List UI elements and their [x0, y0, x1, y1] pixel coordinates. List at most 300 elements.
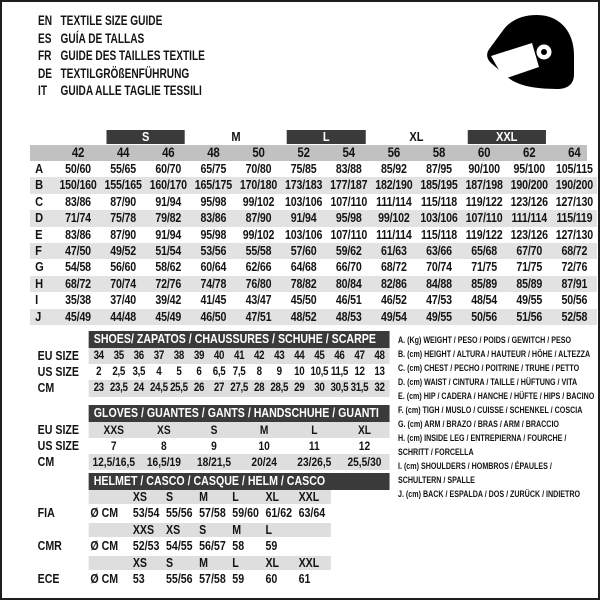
- helmet-value: 61/62: [265, 506, 293, 521]
- measure-value: 83/86: [65, 194, 91, 209]
- helmet-size: XXS: [132, 523, 155, 538]
- legend-item: E. (cm) HIP / CADERA / HANCHE / HÜFTE / HIPS / BACINO: [398, 391, 595, 402]
- helmet-size: L: [232, 556, 239, 571]
- measure-value: 78/82: [290, 276, 317, 291]
- measure-value: 46/51: [335, 293, 362, 308]
- racing-helmet-icon: [478, 10, 582, 106]
- shoes-table: [30, 348, 404, 397]
- measure-value: 160/170: [149, 178, 187, 193]
- cell-value: 11,5: [330, 366, 348, 379]
- measure-value: 39/42: [155, 293, 182, 308]
- helmet-value: 63/64: [298, 506, 326, 521]
- cell-value: 9: [211, 438, 217, 453]
- size-number: 50: [252, 145, 265, 160]
- cell-value: 28: [254, 382, 265, 395]
- legend-item: A. (Kg) WEIGHT / PESO / POIDS / GEWITCH / PESO: [398, 335, 571, 346]
- row-label: [30, 523, 89, 537]
- measure-value: 87/91: [561, 276, 588, 291]
- helmet-value-row: [30, 504, 404, 523]
- cell-value: 38: [173, 350, 185, 362]
- measure-value: 70/74: [426, 260, 452, 275]
- measure-value: 84/88: [426, 276, 452, 291]
- cell-value: 48: [374, 350, 385, 362]
- cell-value: 5: [176, 366, 182, 379]
- measure-value: 111/114: [511, 211, 547, 226]
- cell-value: 16,5/19: [146, 454, 181, 469]
- row-label: EU SIZE: [37, 422, 79, 437]
- cell-value: 23/26,5: [297, 454, 332, 469]
- helmet-value: 56/57: [199, 539, 226, 554]
- size-number: 60: [477, 145, 491, 160]
- textile-size-table: [30, 130, 597, 325]
- measure-value: 123/126: [510, 194, 548, 209]
- row-letter: J: [35, 308, 42, 324]
- legend-item: F. (cm) TIGH / MUSLO / CUISSE / SCHENKEL / COSCIA: [398, 405, 583, 416]
- measure-value: 83/86: [65, 227, 91, 242]
- row-values: [89, 380, 390, 396]
- size-number: 52: [297, 145, 310, 160]
- cell-value: 47: [354, 350, 365, 362]
- cell-value: 32: [374, 382, 385, 395]
- guide-title: GUIDA ALLE TAGLIE TESSILI: [60, 83, 202, 98]
- cell-value: S: [210, 422, 218, 437]
- helmet-value: 59: [232, 572, 245, 587]
- measure-value: 123/126: [510, 227, 548, 242]
- measure-value: 173/183: [285, 178, 323, 193]
- measure-value: 72/76: [155, 276, 182, 291]
- size-number: 44: [116, 145, 130, 160]
- measure-value: 127/130: [555, 227, 593, 242]
- measure-value: 170/180: [239, 178, 278, 193]
- helmet-size: M: [199, 556, 209, 571]
- language-row: [38, 12, 205, 30]
- cell-value: 12: [354, 366, 365, 379]
- guide-title: TEXTILGRÖßENFÜHRUNG: [60, 65, 190, 81]
- measure-value: 47/50: [65, 243, 91, 258]
- cell-value: 43: [274, 350, 285, 362]
- size-group-xl: XL: [409, 129, 424, 144]
- cell-value: 28,5: [270, 382, 289, 395]
- language-code: ES: [38, 30, 52, 46]
- row-values: [89, 438, 390, 454]
- row-values: [89, 348, 390, 364]
- row-label: CM: [37, 454, 55, 469]
- measure-value: 50/60: [65, 162, 91, 176]
- measure-value: 75/85: [290, 162, 317, 176]
- helmet-value: 52/53: [132, 539, 160, 554]
- measure-value: 87/90: [110, 194, 137, 209]
- cell-value: 37: [153, 350, 164, 362]
- measure-value: 187/198: [465, 178, 503, 193]
- row-letter: D: [35, 210, 44, 226]
- measure-value: 105/115: [556, 162, 593, 176]
- measure-value: 47/53: [426, 293, 452, 308]
- cell-value: 10: [258, 438, 270, 453]
- measure-value: 41/45: [200, 293, 227, 308]
- helmet-size: XL: [265, 490, 280, 505]
- language-title-block: [38, 12, 205, 100]
- cell-value: M: [259, 422, 269, 437]
- sized-row: [30, 438, 404, 454]
- measure-value: 51/54: [155, 243, 182, 258]
- language-row: [38, 30, 205, 48]
- measure-value: 71/75: [471, 260, 498, 275]
- measure-value: 70/74: [110, 276, 137, 291]
- measure-value: 63/66: [426, 243, 452, 258]
- measure-row-h: [30, 276, 597, 292]
- measure-value: 87/95: [426, 162, 452, 176]
- measure-value: 60/70: [155, 162, 182, 176]
- helmet-table: [30, 490, 404, 589]
- accessory-tables: [30, 331, 404, 589]
- measure-value: 65/75: [200, 162, 227, 176]
- measure-row-e: [30, 227, 597, 243]
- guide-title: TEXTILE SIZE GUIDE: [60, 13, 163, 28]
- cell-value: XL: [357, 422, 371, 437]
- sized-row: [30, 454, 404, 470]
- row-letter: G: [35, 259, 44, 275]
- measure-value: 85/89: [471, 276, 498, 291]
- measure-value: 182/190: [375, 178, 413, 193]
- cell-value: 44: [294, 350, 305, 362]
- measure-value: 85/92: [381, 162, 407, 176]
- helmet-value: 55/56: [166, 572, 193, 587]
- helmet-size: S: [199, 523, 207, 538]
- language-row: [38, 82, 205, 100]
- helmet-value-row: [30, 570, 404, 589]
- measure-value: 103/106: [285, 227, 323, 242]
- measure-value: 107/110: [465, 211, 503, 226]
- measure-value: 99/102: [378, 211, 410, 226]
- measure-value: 95/98: [200, 194, 227, 209]
- measure-value: 72/76: [561, 260, 588, 275]
- measure-value: 66/70: [335, 260, 362, 275]
- row-label: CM: [37, 381, 55, 396]
- measure-value: 35/38: [65, 293, 91, 308]
- helmet-size: XXL: [298, 490, 320, 505]
- measure-value: 58/62: [155, 260, 182, 275]
- measure-value: 115/118: [420, 227, 458, 242]
- helmet-value: 55/56: [166, 506, 193, 521]
- shoes-table-title: SHOES/ ZAPATOS / CHAUSSURES / SCHUHE / SCARPE: [89, 331, 390, 348]
- cell-value: 29: [294, 382, 305, 395]
- row-letter: B: [35, 177, 44, 193]
- row-values: [89, 422, 390, 438]
- measure-row-g: [30, 259, 597, 275]
- measure-value: 76/80: [245, 276, 272, 291]
- measure-value: 59/62: [335, 243, 362, 258]
- measure-value: 91/94: [290, 211, 317, 226]
- measure-value: 83/86: [200, 211, 227, 226]
- helmet-size: L: [265, 523, 272, 538]
- language-row: [38, 65, 205, 83]
- helmet-value: [297, 537, 330, 556]
- measure-value: 103/106: [285, 194, 323, 209]
- measure-value: 46/52: [381, 293, 407, 308]
- cell-value: 12,5/16,5: [92, 454, 135, 469]
- helmet-value: 54/55: [166, 539, 193, 554]
- cell-value: 31,5: [350, 382, 369, 395]
- helmet-value: 59/60: [232, 506, 259, 521]
- standard-label: FIA: [37, 506, 55, 521]
- cell-value: XS: [157, 422, 171, 437]
- measure-value: 50/56: [471, 309, 498, 324]
- size-number: 58: [432, 145, 446, 160]
- language-code: DE: [38, 65, 53, 81]
- measure-value: 75/78: [110, 211, 137, 226]
- measure-value: 51/56: [516, 309, 543, 324]
- measure-value: 127/130: [555, 194, 593, 209]
- measure-value: 60/64: [200, 260, 227, 275]
- helmet-value: 57/58: [199, 506, 226, 521]
- measure-value: 71/75: [516, 260, 543, 275]
- cell-value: 26: [193, 382, 205, 395]
- measure-value: 54/58: [65, 260, 91, 275]
- cell-empty: [89, 490, 131, 504]
- measure-value: 61/63: [381, 243, 407, 258]
- cell-value: 23,5: [109, 382, 128, 395]
- measure-value: 45/49: [155, 309, 182, 324]
- legend-item: I. (cm) SHOULDERS / HOMBROS / ÉPAULES / SCHULTERN / SPALLE: [398, 461, 552, 486]
- measure-value: 91/94: [155, 194, 182, 209]
- measure-value: 62/66: [245, 260, 272, 275]
- cell-empty: [89, 523, 131, 537]
- measure-value: 43/47: [245, 293, 272, 308]
- helmet-table-title: HELMET / CASCO / CASQUE / HELM / CASCO: [89, 473, 390, 490]
- cell-value: 18/21,5: [196, 454, 232, 469]
- helmet-sizes: [89, 556, 331, 570]
- measure-value: 150/160: [59, 178, 97, 193]
- cell-value: 45: [314, 350, 325, 362]
- measure-value: 46/50: [200, 309, 227, 324]
- size-number: 42: [71, 145, 85, 160]
- cell-value: 6,5: [212, 366, 226, 379]
- row-label: [30, 556, 89, 570]
- cell-value: 34: [93, 350, 104, 362]
- measure-value: 190/200: [510, 178, 548, 193]
- diameter-unit: Ø CM: [90, 539, 119, 554]
- helmet-size: XS: [132, 556, 148, 571]
- cell-value: 24: [133, 382, 144, 395]
- measure-value: 185/195: [420, 178, 458, 193]
- measure-value: 48/52: [290, 309, 317, 324]
- measure-row-f: [30, 243, 597, 259]
- cell-value: 12: [358, 438, 371, 453]
- helmet-size: [297, 523, 330, 537]
- gloves-table-title: GLOVES / GUANTES / GANTS / HANDSCHUHE / GUANTI: [89, 405, 390, 422]
- sized-row: [30, 380, 404, 396]
- cell-value: 8: [161, 438, 167, 453]
- cell-value: 10: [294, 366, 305, 379]
- helmet-value: 61: [298, 572, 311, 587]
- cell-value: 25,5/30: [347, 454, 382, 469]
- diameter-unit: Ø CM: [90, 572, 119, 587]
- size-group-m: M: [231, 129, 241, 144]
- diameter-unit: Ø CM: [90, 506, 119, 521]
- measure-value: 87/90: [245, 211, 272, 226]
- measure-value: 111/114: [376, 227, 412, 242]
- measure-value: 70/80: [245, 162, 272, 176]
- row-label: [30, 490, 89, 504]
- measure-value: 71/74: [65, 211, 91, 226]
- measure-value: 99/102: [242, 227, 275, 242]
- cell-value: 10,5: [310, 366, 329, 379]
- row-label: US SIZE: [37, 365, 79, 380]
- standard-label: ECE: [37, 572, 60, 587]
- measure-value: 49/55: [426, 309, 452, 324]
- measure-value: 119/122: [465, 194, 503, 209]
- measure-row-j: [30, 309, 597, 325]
- measure-value: 95/98: [335, 211, 362, 226]
- cell-value: 35: [113, 350, 124, 362]
- language-code: IT: [38, 83, 47, 98]
- helmet-value-row: [30, 537, 404, 556]
- measure-row-i: [30, 292, 597, 308]
- measure-value: 56/60: [110, 260, 137, 275]
- guide-title: GUÍA DE TALLAS: [60, 30, 145, 46]
- measure-value: 68/72: [561, 243, 588, 258]
- helmet-size: S: [166, 490, 174, 505]
- size-number: 62: [523, 145, 536, 160]
- measure-value: 64/68: [290, 260, 317, 275]
- cell-value: 2,5: [112, 366, 126, 379]
- helmet-size: XS: [132, 490, 148, 505]
- measure-value: 119/122: [465, 227, 503, 242]
- helmet-size: S: [166, 556, 174, 571]
- helmet-sizes: [89, 523, 331, 537]
- measure-value: 49/55: [516, 293, 543, 308]
- helmet-value: 59: [265, 539, 278, 554]
- helmet-value: 53/54: [132, 506, 160, 521]
- measure-value: 74/78: [200, 276, 227, 291]
- row-letter: A: [35, 161, 44, 176]
- helmet-values: [89, 570, 390, 589]
- helmet-values: [89, 537, 390, 556]
- measure-value: 57/60: [290, 243, 317, 258]
- cell-value: 30,5: [330, 382, 349, 395]
- cell-value: 9: [276, 366, 282, 379]
- measure-value: 48/53: [335, 309, 362, 324]
- cell-value: 4: [156, 366, 162, 379]
- size-group-l: L: [287, 130, 365, 144]
- measure-value: 48/54: [471, 293, 498, 308]
- helmet-values: [89, 504, 390, 523]
- row-letter: F: [35, 242, 42, 258]
- size-group-xxl: XXL: [468, 130, 546, 144]
- measure-value: 90/100: [468, 162, 500, 176]
- measure-row-c: [30, 194, 597, 210]
- sized-row: [30, 364, 404, 380]
- cell-value: 2: [96, 366, 102, 379]
- row-values: [89, 364, 390, 380]
- measure-value: 37/40: [110, 293, 137, 308]
- measure-value: 80/84: [335, 276, 362, 291]
- measure-value: 68/72: [65, 276, 91, 291]
- measure-value: 95/98: [200, 227, 227, 242]
- measure-value: 83/88: [335, 162, 362, 176]
- row-label: US SIZE: [37, 438, 79, 453]
- row-letter: E: [35, 226, 43, 242]
- cell-value: 6: [196, 366, 202, 379]
- size-group-s: S: [107, 130, 185, 144]
- row-letter: I: [35, 292, 39, 308]
- measure-value: 107/110: [330, 194, 368, 209]
- measure-value: 49/52: [110, 243, 137, 258]
- helmet-value: 58: [232, 539, 245, 554]
- helmet-value: 57/58: [199, 572, 226, 587]
- standard-label: CMR: [37, 539, 62, 554]
- measure-value: 190/200: [555, 178, 593, 193]
- cell-value: 24,5: [150, 382, 168, 395]
- cell-value: XXS: [103, 422, 124, 437]
- cell-empty: [89, 556, 131, 570]
- language-code: FR: [38, 48, 52, 63]
- cell-value: 8: [256, 366, 262, 379]
- cell-value: L: [311, 422, 318, 437]
- measure-value: 107/110: [330, 227, 368, 242]
- measure-value: 95/100: [513, 162, 546, 176]
- measure-value: 103/106: [420, 211, 458, 226]
- legend-item: D. (cm) WAIST / CINTURA / TAILLE / HÜFTUNG / VITA: [398, 377, 578, 388]
- corner-cell: [30, 145, 56, 161]
- measure-row-b: [30, 177, 597, 193]
- measure-row-a: [30, 161, 597, 177]
- measurement-legend: [398, 334, 595, 502]
- cell-value: 27,5: [230, 382, 248, 395]
- size-number: 64: [568, 145, 581, 160]
- legend-item: J. (cm) BACK / ESPALDA / DOS / ZURÜCK / INDIETRO: [398, 489, 581, 500]
- measure-value: 68/72: [381, 260, 407, 275]
- measure-value: 65/68: [471, 243, 498, 258]
- size-number-row: [30, 145, 597, 161]
- cell-value: 3,5: [132, 366, 146, 379]
- cell-value: 42: [254, 350, 265, 362]
- row-label: EU SIZE: [37, 349, 79, 363]
- measure-value: 55/58: [245, 243, 272, 258]
- cell-value: 27: [213, 382, 225, 395]
- cell-value: 13: [374, 366, 385, 379]
- helmet-size-row: [30, 556, 404, 570]
- guide-title: GUIDE DES TAILLES TEXTILE: [60, 48, 205, 63]
- legend-item: H. (cm) INSIDE LEG / ENTREPIERNA / FOURCHE / SCHRITT / FORCELLA: [398, 433, 567, 458]
- cell-value: 41: [233, 350, 245, 362]
- measure-value: 47/51: [245, 309, 272, 324]
- helmet-size-row: [30, 490, 404, 504]
- size-group-row: [30, 130, 597, 144]
- size-number: 56: [387, 145, 401, 160]
- measure-value: 55/65: [110, 162, 137, 176]
- legend-item: B. (cm) HEIGHT / ALTURA / HAUTEUR / HÖHE / ALTEZZA: [398, 349, 591, 360]
- measure-value: 91/94: [155, 227, 182, 242]
- legend-item: G. (cm) ARM / BRAZO / BRAS / ARM / BRACCIO: [398, 419, 559, 430]
- measure-value: 82/86: [381, 276, 407, 291]
- measure-value: 165/175: [194, 178, 233, 193]
- language-row: [38, 47, 205, 65]
- helmet-size: XXL: [298, 556, 320, 571]
- measure-value: 45/50: [290, 293, 317, 308]
- cell-value: 39: [193, 350, 205, 362]
- cell-value: 11: [308, 438, 320, 453]
- cell-value: 7: [110, 438, 117, 453]
- helmet-size: M: [232, 523, 242, 538]
- measure-value: 52/58: [561, 309, 588, 324]
- measure-value: 115/118: [420, 194, 458, 209]
- cell-value: 23: [93, 382, 104, 395]
- measure-value: 177/187: [330, 178, 368, 193]
- measure-value: 111/114: [376, 194, 412, 209]
- cell-value: 20/24: [251, 454, 277, 469]
- helmet-value: 60: [265, 572, 278, 587]
